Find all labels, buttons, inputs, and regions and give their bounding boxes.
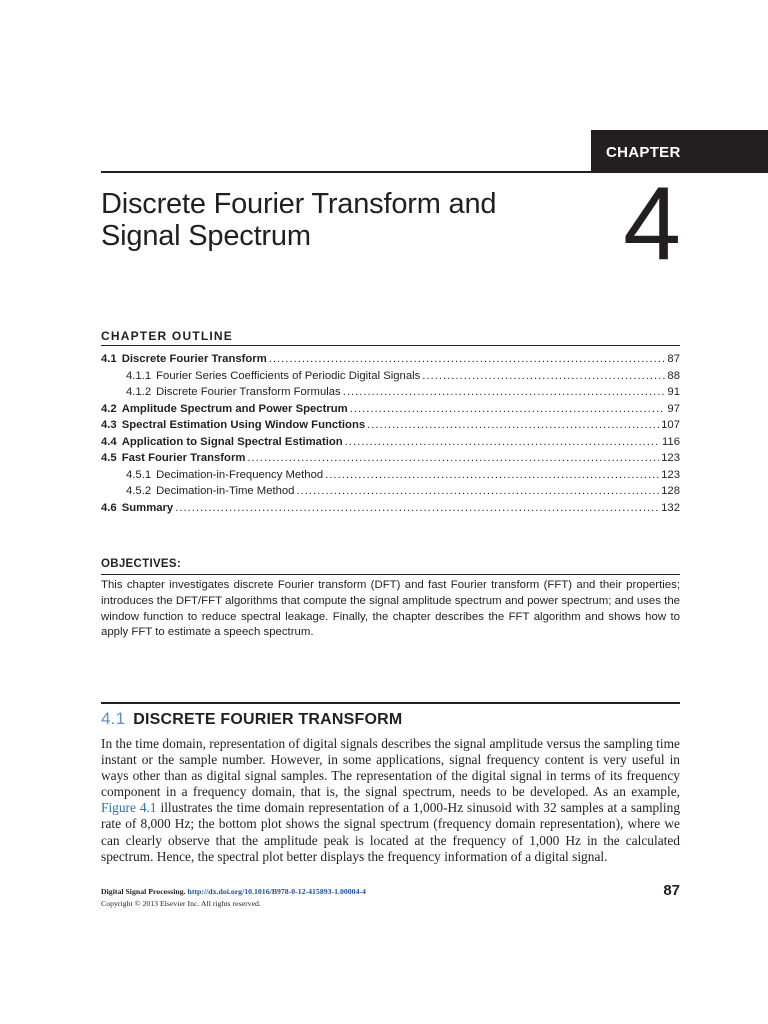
chapter-label: CHAPTER [591,130,768,173]
toc-leader-dots [175,500,659,517]
header-rule [101,171,591,173]
figure-reference-link[interactable]: Figure 4.1 [101,800,157,816]
toc-entry-title: Amplitude Spectrum and Power Spectrum [121,402,348,415]
objectives-text: This chapter investigates discrete Fourier transform (DFT) and fast Fourier transform (FFT) and their properties; introduces the DFT/FFT algorithms that compute the signal amplitude spectrum and power spectrum; and uses the window function to reduce spectral leakage. Finally, the chapter describes the FFT algorithm and shows how to apply FFT to estimate a speech spectrum. [101,579,680,639]
toc-entry[interactable] [101,434,680,451]
footer-copyright: Copyright © 2013 Elsevier Inc. All rights reserved. [101,899,261,908]
toc-entry[interactable] [101,401,680,418]
toc-leader-dots [350,401,666,418]
toc-entry-page: 97 [667,402,680,415]
toc-entry-page: 116 [661,435,680,448]
toc-entry[interactable] [101,500,680,517]
toc-leader-dots [367,417,659,434]
toc-entry[interactable] [101,368,680,385]
footer-doi-link[interactable]: http://dx.doi.org/10.1016/B978-0-12-415893-1.00004-4 [187,887,366,896]
toc-leader-dots [247,450,659,467]
footer-citation [101,887,366,896]
toc-entry[interactable] [101,467,680,484]
toc-entry-page: 87 [667,353,680,365]
toc-entry-number: 4.5.2 [126,485,152,497]
toc-entry-page: 88 [667,369,680,382]
section-rule [101,702,680,704]
toc-entry-number: 4.4 [101,435,117,448]
objectives-heading: OBJECTIVES: [101,558,181,570]
toc-entry-number: 4.5.1 [126,468,152,481]
toc-leader-dots [296,483,659,500]
outline-heading: CHAPTER OUTLINE [101,329,233,343]
toc-entry-page: 107 [661,419,680,431]
body-text-part2: illustrates the time domain representation of a 1,000-Hz sinusoid with 32 samples at a sampling rate of 8,000 Hz; the bottom plot shows the signal spectrum (frequency domain representation), where we can clearly observe that the amplitude peak is located at the frequency of 1,000 Hz in the calculated spectrum. Hence, the spectral plot better displays the frequency information of a digital signal. [101,800,681,864]
toc-entry-number: 4.2 [101,402,117,415]
footer-source: Digital Signal Processing. [101,887,186,896]
chapter-title [101,188,571,252]
toc-entry-number: 4.5 [101,452,117,464]
toc-entry-number: 4.1.1 [126,369,152,382]
toc-entry-title: Decimation-in-Time Method [156,485,295,497]
toc-entry-title: Discrete Fourier Transform [121,353,267,365]
section-body [101,736,680,865]
toc-entry-title: Fast Fourier Transform [121,452,246,464]
toc-entry-number: 4.3 [101,419,117,431]
toc-entry[interactable] [101,417,680,434]
toc-leader-dots [325,467,659,484]
toc-entry-page: 123 [661,452,680,464]
toc-entry-number: 4.6 [101,501,117,514]
toc-entry-page: 128 [661,485,680,497]
toc-entry-number: 4.1.2 [126,386,152,398]
toc-entry[interactable] [101,450,680,467]
section-number: 4.1 [101,709,126,728]
page-number: 87 [663,882,680,899]
toc-entry-title: Application to Signal Spectral Estimation [121,435,343,448]
toc-entry-number: 4.1 [101,353,117,365]
chapter-number: 4 [623,166,681,282]
toc-leader-dots [345,434,660,451]
objectives-rule [101,574,680,575]
section-heading [101,709,402,729]
toc-entry[interactable] [101,483,680,500]
toc-leader-dots [269,351,666,368]
toc-entry-page: 123 [661,468,680,481]
toc-entry-title: Decimation-in-Frequency Method [156,468,324,481]
body-text-part1: In the time domain, representation of digital signals describes the signal amplitude versus the sampling time instant or the sample number. However, in some applications, signal frequency content is very useful in ways other than as digital signal samples. The representation of the digital signal in terms of its frequency component in a frequency domain, that is, the signal spectrum, needs to be developed. As an example, [101,736,680,800]
outline-rule [101,345,680,346]
toc-entry-title: Spectral Estimation Using Window Functions [121,419,366,431]
section-title: DISCRETE FOURIER TRANSFORM [133,711,403,728]
toc-entry-title: Fourier Series Coefficients of Periodic Digital Signals [156,369,421,382]
toc-entry[interactable] [101,384,680,401]
toc-entry-page: 91 [667,386,680,398]
chapter-title-line2: Signal Spectrum [101,220,311,252]
table-of-contents [101,351,680,516]
toc-entry-page: 132 [661,501,680,514]
toc-entry-title: Discrete Fourier Transform Formulas [156,386,341,398]
chapter-title-line1: Discrete Fourier Transform and [101,188,497,220]
toc-leader-dots [343,384,666,401]
toc-entry-title: Summary [121,501,174,514]
toc-entry[interactable] [101,351,680,368]
toc-leader-dots [422,368,665,385]
